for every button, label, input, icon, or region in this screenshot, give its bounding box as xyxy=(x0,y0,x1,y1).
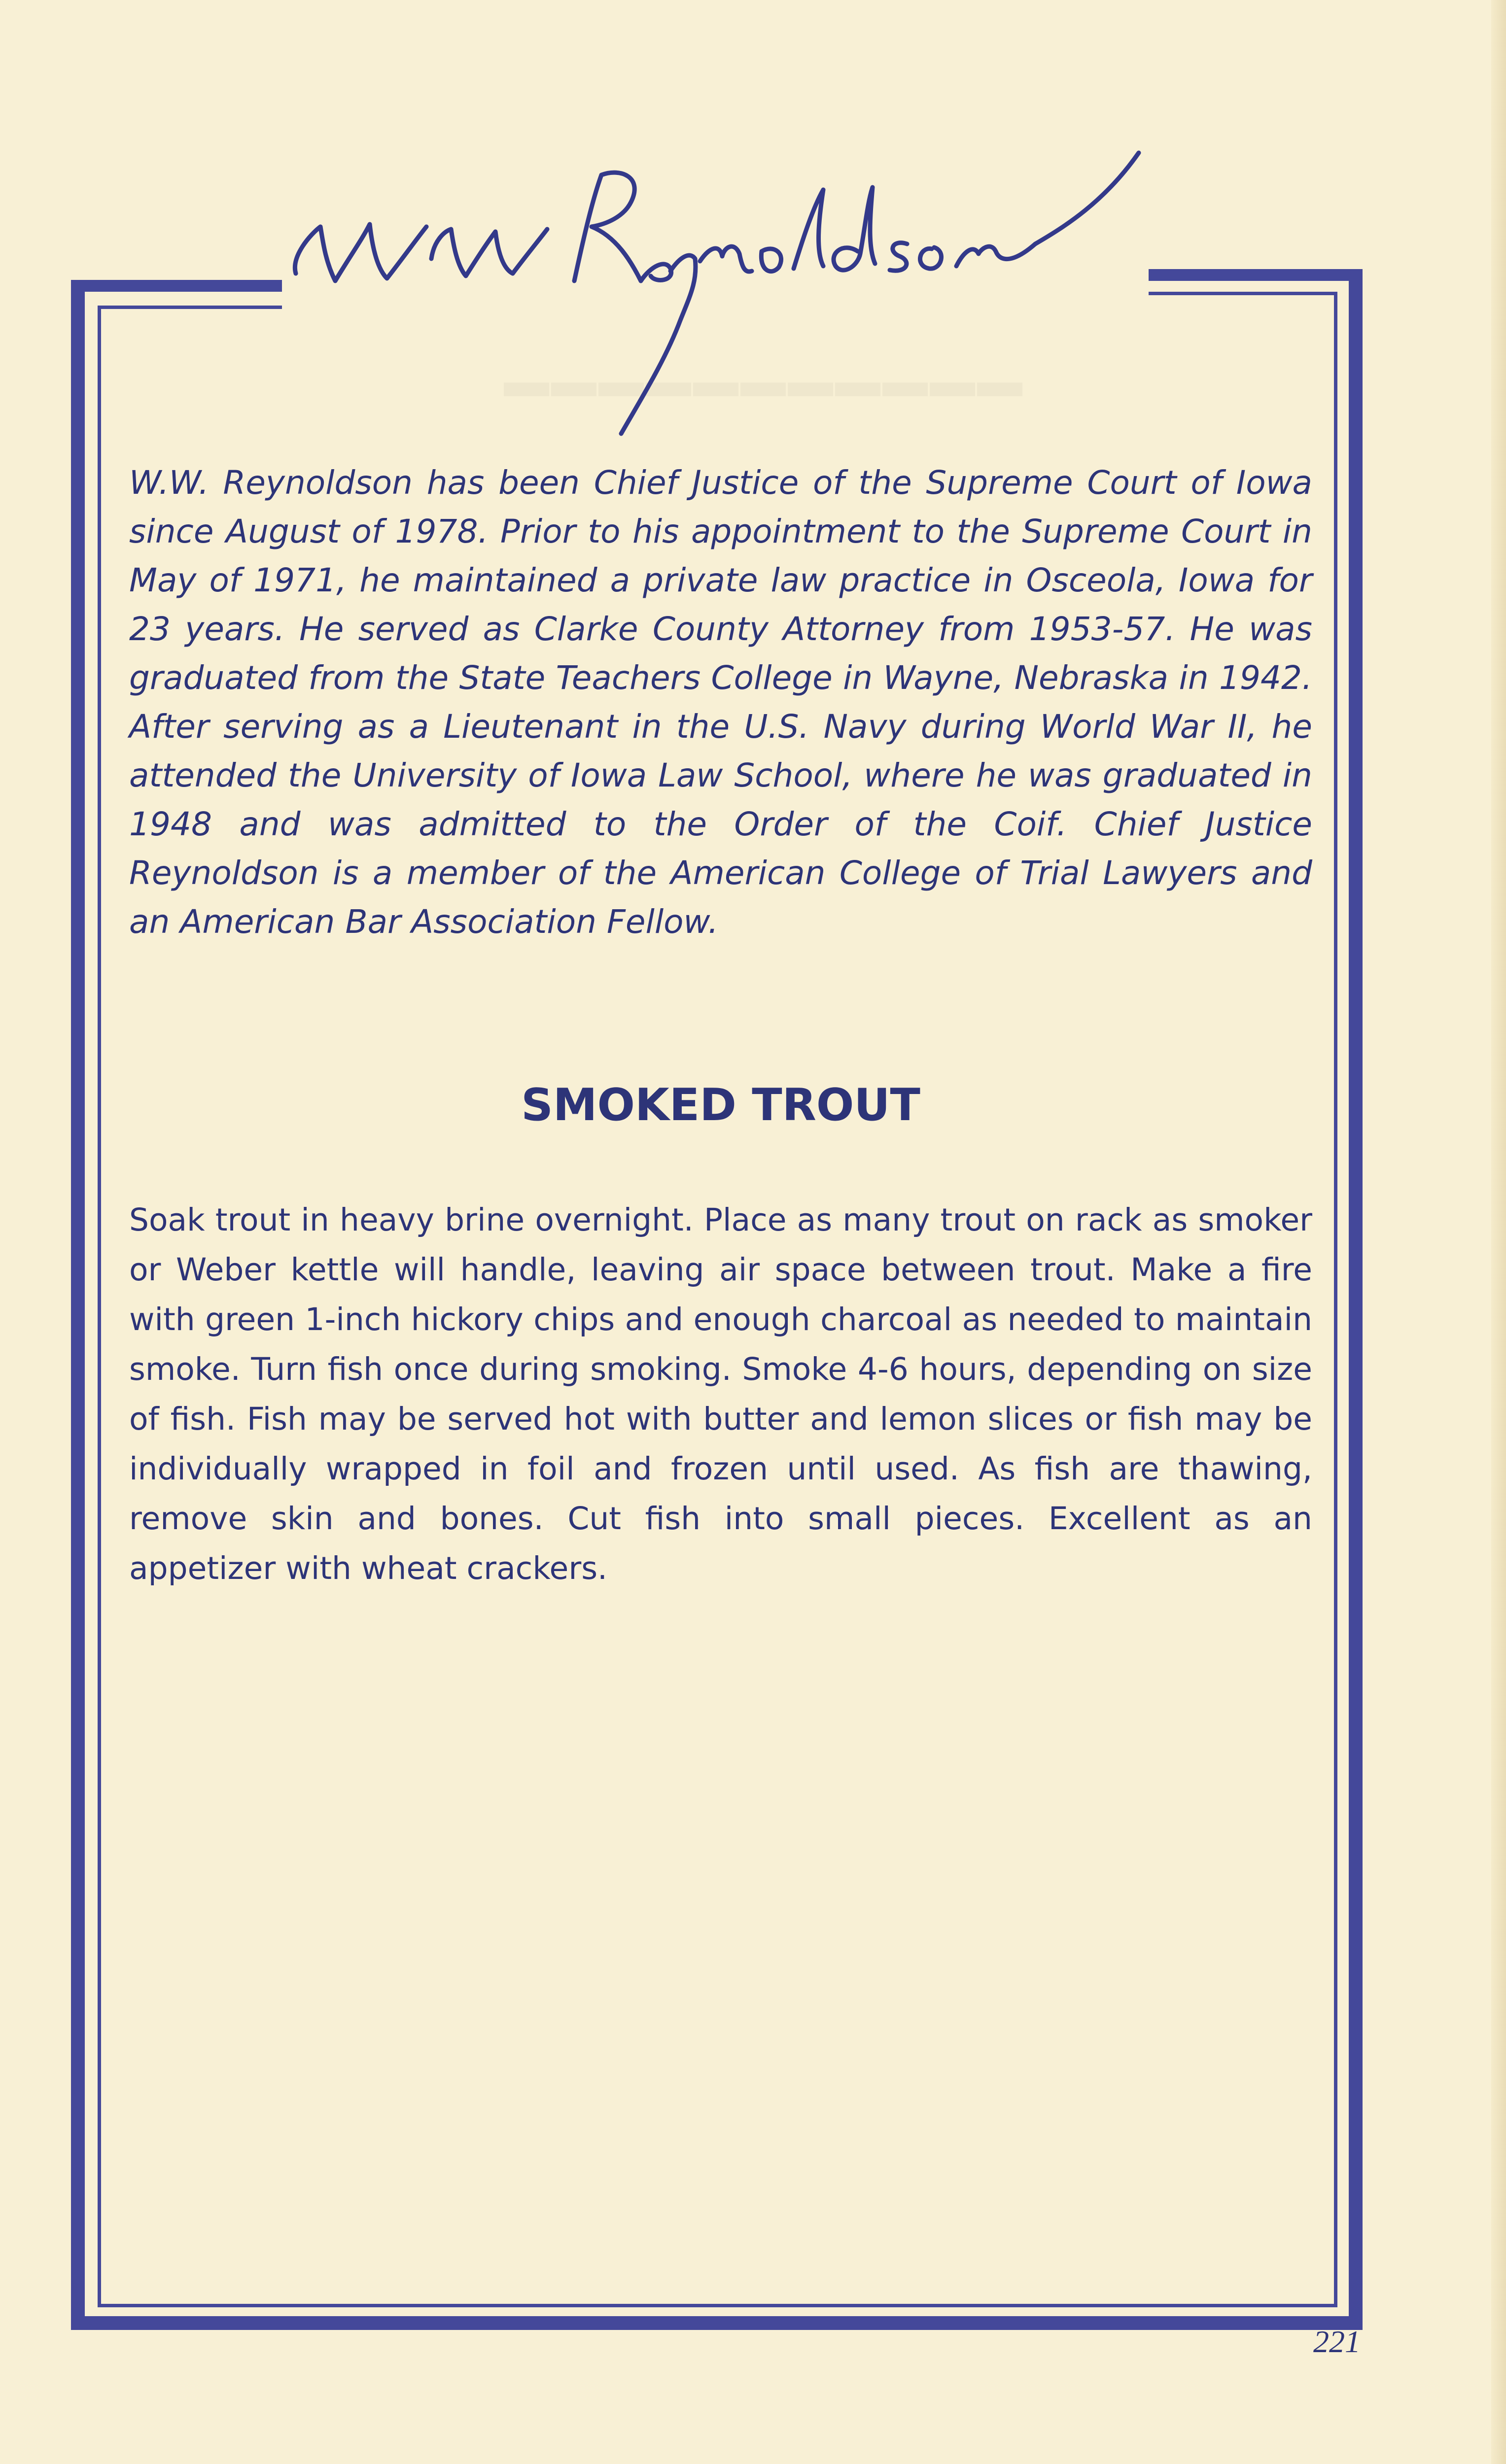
signature xyxy=(276,133,1232,448)
recipe-title: SMOKED TROUT xyxy=(521,1079,920,1131)
signature-text: W W Reynoldson xyxy=(276,133,280,134)
border-inner-bottom xyxy=(98,2304,1337,2307)
border-inner-top-left xyxy=(98,306,282,309)
border-inner-right xyxy=(1334,292,1337,2307)
border-outer-top-left xyxy=(71,280,282,292)
recipe-instructions: Soak trout in heavy brine overnight. Place as many trout on rack as smoker or Weber kettle will handle, leaving air space between trout. Make a fire with green 1-inch hickory chips and enough charcoal as needed to maintain smoke. Turn fish once during smoking. Smoke 4-6 hours, depending on size of fish. Fish may be served hot with butter and lemon slices or fish may be individually wrapped in foil and frozen until used. As fish are thawing, remove skin and bones. Cut fish into small pieces. Excellent as an appetizer with wheat crackers. xyxy=(129,1202,1312,1586)
border-outer-left xyxy=(71,280,85,2330)
biography-paragraph: W.W. Reynoldson has been Chief Justice of the Supreme Court of Iowa since August of 1978. Prior to his appointment to the Supreme Court in May of 1971, he maintained a private law practice in Osceola, Iowa for 23 years. He served as Clarke County Attorney from 1953-57. He was graduated from the State Teachers College in Wayne, Nebraska in 1942. After serving as a Lieutenant in the U.S. Navy during World War II, he attended the University of Iowa Law School, where he was graduated in 1948 and was admitted to the Order of the Coif. Chief Justice Reynoldson is a member of the American College of Trial Lawyers and an American Bar Association Fellow. xyxy=(129,464,1312,941)
border-outer-right xyxy=(1349,269,1363,2330)
border-inner-left xyxy=(98,306,101,2307)
page-edge xyxy=(1491,0,1506,2464)
page-number: 221 xyxy=(1313,2324,1361,2359)
bleed-through-decoration: ▬▬▬▬▬▬▬▬▬▬▬ xyxy=(504,356,1024,406)
border-outer-bottom xyxy=(71,2316,1363,2330)
